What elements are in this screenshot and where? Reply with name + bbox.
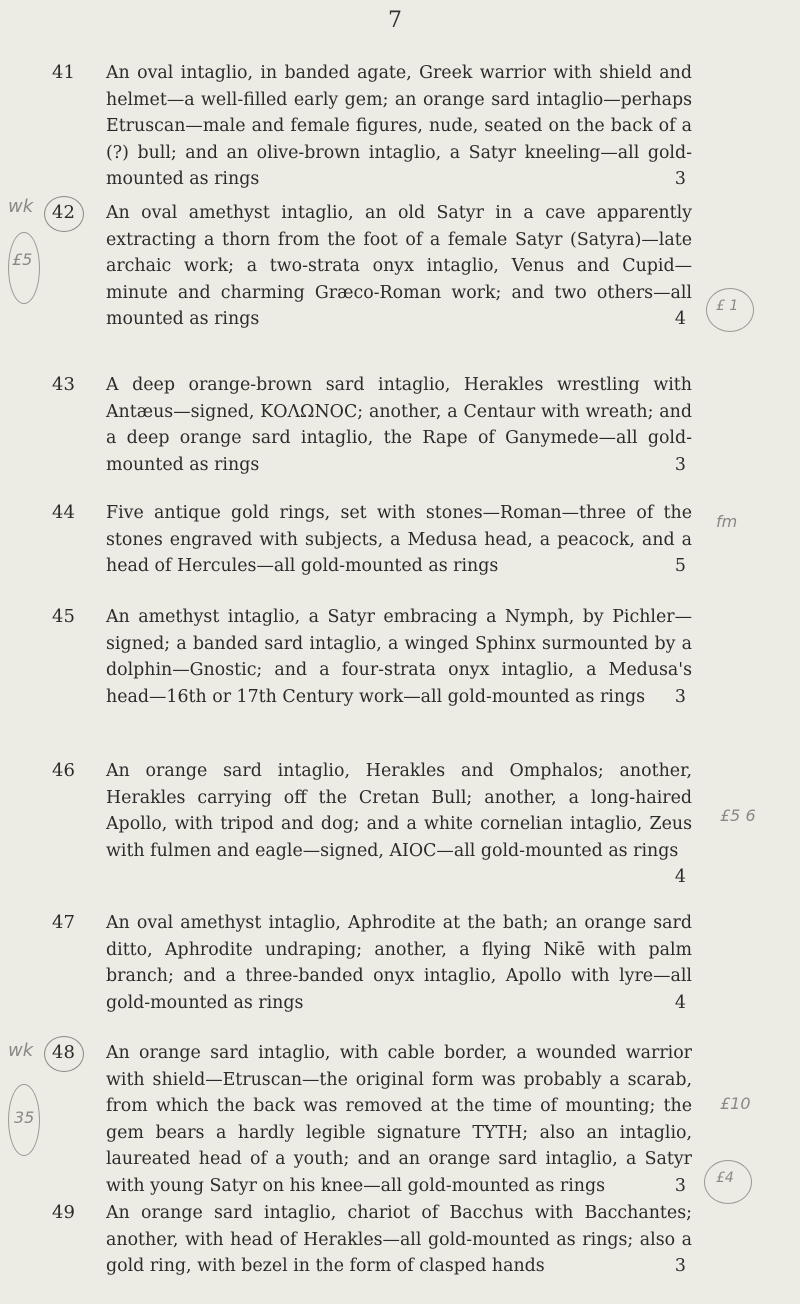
lot-45	[52, 604, 692, 710]
lot-number: 41	[52, 62, 75, 83]
lot-number: 48	[52, 1042, 75, 1063]
margin-note-42-right: £ 1	[716, 298, 739, 314]
margin-note-48-price: 35	[14, 1108, 35, 1127]
lot-quantity: 4	[674, 867, 686, 887]
lot-quantity: 4	[674, 309, 686, 329]
lot-42	[52, 200, 692, 333]
lot-48-circle-mark	[44, 1036, 84, 1072]
lot-description: An orange sard intaglio, Herakles and Omphalos; another, Herakles carrying off the Cretan Bull; another, a long-haired Apollo, with tripod and dog; and a white cornelian intaglio, Zeus with fulmen and eagle—signed, ΑΙΟϹ—all gold-mounted as rings	[106, 761, 692, 861]
lot-number: 45	[52, 606, 75, 627]
lot-quantity: 5	[674, 556, 686, 576]
lot-number: 46	[52, 760, 75, 781]
lot-number: 43	[52, 374, 75, 395]
margin-note-46-right: £5 6	[720, 806, 756, 825]
lot-description: An oval amethyst intaglio, Aphrodite at the bath; an orange sard ditto, Aphrodite undraping; another, a flying Nikē with palm branch; and a three-banded onyx intaglio, Apollo with lyre—all gold-mounted as rings	[106, 913, 692, 1013]
margin-note-42-price: £5	[12, 250, 33, 269]
lot-quantity: 3	[674, 169, 686, 189]
lot-description: A deep orange-brown sard intaglio, Herakles wrestling with Antæus—signed, ΚΟΛΩΝΟϹ; another, a Centaur with wreath; and a deep orange sard intaglio, the Rape of Ganymede—all gold-mounted as rings	[106, 375, 692, 475]
lot-49	[52, 1200, 692, 1280]
lot-description: An oval intaglio, in banded agate, Greek warrior with shield and helmet—a well-filled early gem; an orange sard intaglio—perhaps Etruscan—male and female figures, nude, seated on the back of a (?) bull; and an olive-brown intaglio, a Satyr kneeling—all gold-mounted as rings	[106, 63, 692, 189]
lot-48	[52, 1040, 692, 1199]
lot-quantity: 4	[674, 992, 686, 1013]
lot-number: 49	[52, 1202, 75, 1223]
lot-quantity: 3	[674, 1175, 686, 1196]
lot-44	[52, 500, 692, 580]
lot-43	[52, 372, 692, 478]
lot-number: 44	[52, 502, 75, 523]
lot-quantity: 3	[674, 454, 686, 475]
margin-note-44-right: fm	[716, 512, 738, 531]
lot-41	[52, 60, 692, 193]
lot-46	[52, 758, 692, 891]
margin-note-42-initials: wk	[8, 196, 34, 217]
lot-description: An orange sard intaglio, chariot of Bacchus with Bacchantes; another, with head of Herakles—all gold-mounted as rings; also a gold ring, with bezel in the form of clasped hands	[106, 1203, 692, 1276]
lot-quantity: 3	[674, 686, 686, 707]
lot-number: 42	[52, 202, 75, 223]
margin-note-49-right: £4	[716, 1170, 734, 1186]
lot-description: An orange sard intaglio, with cable border, a wounded warrior with shield—Etruscan—the original form was probably a scarab, from which the back was removed at the time of mounting; the gem bears a hardly legible signature ΤΥΤΗ; also an intaglio, laureated head of a youth; and an orange sard intaglio, a Satyr with young Satyr on his knee—all gold-mounted as rings	[106, 1043, 692, 1196]
page-number: 7	[388, 8, 402, 33]
lot-description: Five antique gold rings, set with stones—Roman—three of the stones engraved with subjects, a Medusa head, a peacock, and a head of Hercules—all gold-mounted as rings	[106, 503, 692, 576]
margin-note-48-right: £10	[720, 1094, 751, 1113]
lot-quantity: 3	[674, 1256, 686, 1276]
margin-note-48-initials: wk	[8, 1040, 34, 1061]
lot-description: An oval amethyst intaglio, an old Satyr in a cave apparently extracting a thorn from the foot of a female Satyr (Satyra)—late archaic work; a two-strata onyx intaglio, Venus and Cupid—minute and charming Græco-Roman work; and two others—all mounted as rings	[106, 203, 692, 329]
lot-47	[52, 910, 692, 1016]
lot-description: An amethyst intaglio, a Satyr embracing a Nymph, by Pichler—signed; a banded sard intaglio, a winged Sphinx surmounted by a dolphin—Gnostic; and a four-strata onyx intaglio, a Medusa's head—16th or 17th Century work—all gold-mounted as rings	[106, 607, 692, 707]
lot-42-circle-mark	[44, 196, 84, 232]
lot-number: 47	[52, 912, 75, 933]
